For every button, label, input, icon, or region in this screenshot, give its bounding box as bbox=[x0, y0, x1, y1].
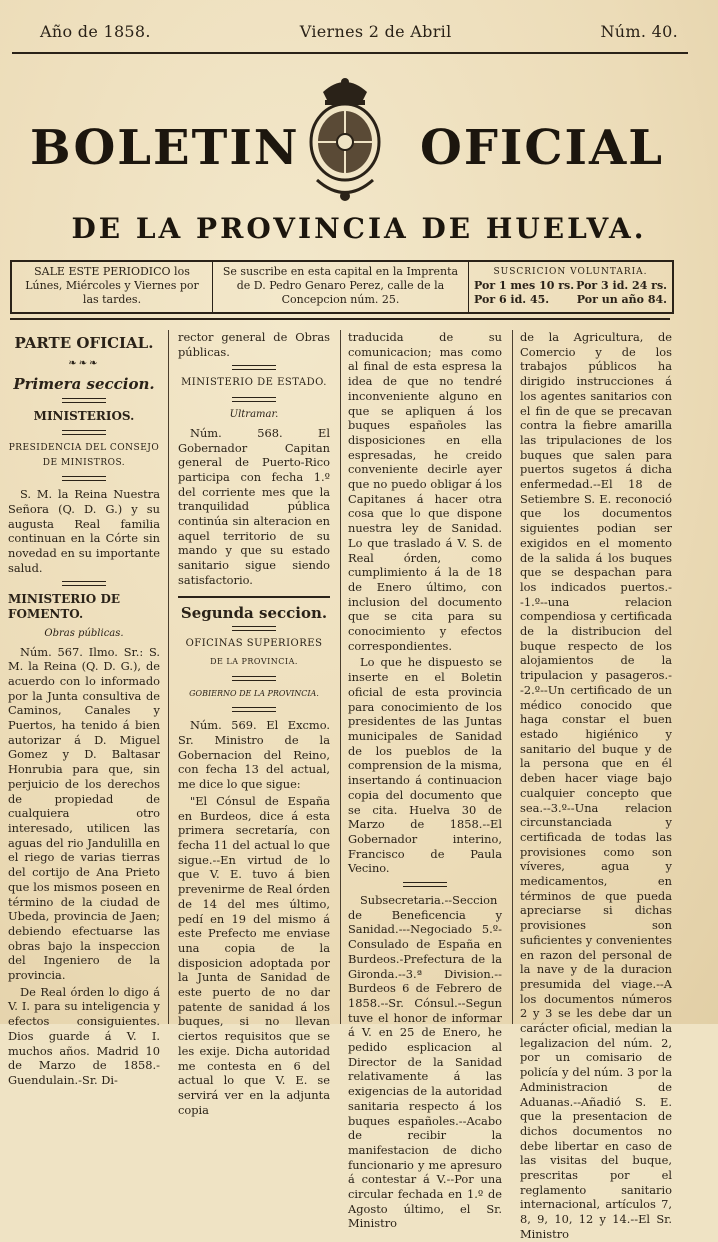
article-paragraph: S. M. la Reina Nuestra Señora (Q. D. G.) y su augusta Real familia continuan en la Córte sin novedad en su importante salud. bbox=[8, 487, 160, 575]
article-paragraph: Núm. 568. El Gobernador Capitan general de Puerto-Rico participa con fecha 1.º del corriente mes que la tranquilidad pública continúa sin alteracion en aquel territorio de su mando y que su estado sanitario sigue siendo satisfactorio. bbox=[178, 425, 330, 587]
article-paragraph: De Real órden lo digo á V. I. para su inteligencia y efectos consiguientes. Dios guarde á V. I. muchos años. Madrid 10 de Marzo de 1858.-Guendulain.-Sr. Di- bbox=[8, 984, 160, 1087]
column-3 bbox=[348, 330, 502, 1231]
separator bbox=[62, 476, 106, 481]
separator bbox=[232, 397, 276, 402]
segunda-seccion-heading: Segunda seccion. bbox=[180, 603, 328, 622]
top-rule bbox=[12, 52, 688, 54]
section-rule bbox=[178, 596, 330, 598]
separator bbox=[232, 626, 276, 631]
article-paragraph: "El Cónsul de España en Burdeos, dice á esta primera secretaría, con fecha 11 del actual lo que sigue.--En virtud de lo que V. E. tuvo á bien prevenirme de Real órden de 14 del mes último, pedí en 19 del mismo á este Prefecto me enviase una copia de la disposicion adoptada por la Junta de Sanidad de este puerto de no dar patente de sanidad á los buques, si no llevan ciertos requisitos que se les exije. Dicha autoridad me contesta en 6 del actual lo que V. E. se servirá ver en la adjunta copia bbox=[178, 793, 330, 1117]
column-2 bbox=[178, 330, 330, 1117]
oficinas-heading: OFICINAS SUPERIORES bbox=[185, 638, 323, 650]
separator bbox=[62, 581, 106, 586]
article-paragraph: rector general de Obras públicas. bbox=[178, 330, 330, 359]
article-paragraph: Subsecretaria.--Seccion de Beneficencia y Sanidad.---Negociado 5.º-Consulado de España en Burdeos.-Prefectura de la Gironda.--3.ª Division.--Burdeos 6 de Febrero de 1858.--Sr. Cónsul.--Segun tuve el honor de informar á V. en 25 de Enero, he pedido esplicacion al Director de la Sanidad relativamente á las exigencias de la autoridad sanitaria respecto á los buques españoles.--Acabo de recibir la manifestacion de dicho funcionario y me apresuro á contestar á V.--Por una circular fechada en 1.º de Agosto último, el Sr. Ministro bbox=[348, 893, 502, 1231]
fomento-heading: MINISTERIO DE FOMENTO. bbox=[8, 592, 120, 622]
subscription-box bbox=[10, 260, 674, 314]
column-rule-3 bbox=[512, 330, 513, 1024]
article-paragraph: Núm. 569. El Excmo. Sr. Ministro de la Gobernacion del Reino, con fecha 13 del actual, me dice lo que sigue: bbox=[178, 718, 330, 792]
year-label: Año de 1858. bbox=[40, 21, 151, 41]
column-1 bbox=[8, 330, 160, 1087]
masthead-word-right: OFICIAL bbox=[420, 120, 664, 176]
price-1: Por 1 mes 10 rs. bbox=[474, 279, 575, 292]
column-rule-1 bbox=[168, 330, 169, 1024]
obras-publicas-heading: Obras públicas. bbox=[44, 627, 124, 639]
column-rule-2 bbox=[340, 330, 341, 1024]
date-label: Viernes 2 de Abril bbox=[299, 21, 452, 41]
masthead-word-left: BOLETIN bbox=[30, 120, 300, 176]
article-paragraph: Lo que he dispuesto se inserte en el Boletin oficial de esta provincia para conocimiento de los presidentes de las Juntas municipales de Sanidad de los pueblos de la comprension de la misma, insertando á continuacion copia del documento que se cita. Huelva 30 de Marzo de 1858.--El Gobernador interino, Francisco de Paula Vecino. bbox=[348, 655, 502, 876]
separator bbox=[232, 707, 276, 712]
ultramar-heading: Ultramar. bbox=[229, 409, 279, 421]
ministerios-heading: MINISTERIOS. bbox=[33, 409, 135, 424]
separator bbox=[232, 676, 276, 681]
masthead-subtitle: DE LA PROVINCIA DE HUELVA. bbox=[71, 212, 647, 245]
ornament: ❧❧❧ bbox=[68, 357, 100, 369]
masthead bbox=[20, 70, 698, 220]
article-paragraph: traducida de su comunicacion; mas como al final de esta espresa la idea de que no tendré inconveniente alguno en que se apliquen á los buques españoles las disposiciones en ella espresadas, he creido conveniente decirle ayer que no puedo obligar á los Capitanes á hacer otra cosa que lo que dispone nuestra ley de Sanidad. Lo que traslado á V. S. de Real órden, como cumplimiento á la de 18 de Enero último, con inclusion del documento que se cita para su conocimiento y efectos correspondientes. bbox=[348, 330, 502, 653]
price-3: Por 6 id. 45. bbox=[474, 293, 550, 306]
article-paragraph: Núm. 567. Ilmo. Sr.: S. M. la Reina (Q. D. G.), de acuerdo con lo informado por la Junta consultiva de Caminos, Canales y Puertos, ha tenido á bien autorizar á D. Miguel Gomez y D. Baltasar Honrubia para que, sin perjuicio de los derechos de propiedad de cualquiera otro interesado, utilicen las aguas del rio Jandulilla en el riego de varias tierras del cortijo de Ana Prieto que los mismos poseen en término de la ciudad de Ubeda, provincia de Jaen; debiendo efectuarse las obras bajo la inspeccion del Ingeniero de la provincia. bbox=[8, 644, 160, 983]
dateline bbox=[40, 20, 678, 42]
gobierno-heading: GOBIERNO DE LA PROVINCIA. bbox=[189, 688, 319, 698]
parte-oficial-heading: PARTE OFICIAL. bbox=[14, 334, 154, 352]
separator bbox=[403, 882, 447, 887]
price-4: Por un año 84. bbox=[576, 293, 667, 306]
separator bbox=[62, 398, 106, 403]
separator bbox=[62, 430, 106, 435]
subscription-prices bbox=[469, 262, 672, 312]
provincia-heading: DE LA PROVINCIA. bbox=[210, 656, 298, 666]
presidencia-heading: PRESIDENCIA DEL CONSEJO DE MINISTROS. bbox=[8, 442, 160, 468]
price-2: Por 3 id. 24 rs. bbox=[576, 279, 667, 292]
primera-seccion-heading: Primera seccion. bbox=[13, 375, 155, 394]
issue-number: Núm. 40. bbox=[600, 21, 678, 41]
publication-schedule: SALE ESTE PERIODICO los Lúnes, Miércoles y Viernes por las tardes. bbox=[12, 262, 213, 312]
column-4 bbox=[520, 330, 672, 1241]
article-paragraph: de la Agricultura, de Comercio y de los trabajos públicos ha dirigido instrucciones á los agentes sanitarios con el fin de que se precavan contra la fiebre amarilla las tripulaciones de los buques que salen para puertos sugetos á dicha enfermedad.--El 18 de Setiembre S. E. reconoció que los documentos siguientes podian ser exigidos en el momento de la salida á los buques que se despachan para los indicados puertos.--1.º--una relacion compendiosa y certificada de la distribucion del buque respecto de los alojamientos de la tripulacion y pasageros.--2.º--Un certificado de un médico conocido que haga constar el buen estado higiénico y sanitario del buque y de la persona que en él deben hacer viage bajo cualquier concepto que sea.--3.º--Una relacion circunstanciada y certificada de todas las provisiones como son víveres, agua y medicamentos, en términos de que pueda apreciarse si dichas provisiones son suficientes y convenientes en razon del personal de la nave y de la duracion presumida del viage.--A los documentos números 2 y 3 se les debe dar un carácter oficial, median la legalizacion del núm. 2, por un comisario de policía y del núm. 3 por la Administracion de Aduanas.--Añadió S. E. que la presentacion de dichos documentos no debe libertar en caso de las visitas del buque, prescritas por el reglamento sanitario internacional, artículos 7, 8, 9, 10, 12 y 14.--El Sr. Ministro bbox=[520, 330, 672, 1241]
subscription-address: Se suscribe en esta capital en la Imprenta de D. Pedro Genaro Perez, calle de la Concepcion núm. 25. bbox=[213, 262, 469, 312]
box-bottom-rule bbox=[10, 318, 670, 320]
separator bbox=[232, 365, 276, 370]
coat-of-arms-icon bbox=[295, 70, 395, 210]
prices-title: SUSCRICION VOLUNTARIA. bbox=[493, 267, 648, 277]
estado-heading: MINISTERIO DE ESTADO. bbox=[181, 377, 327, 389]
